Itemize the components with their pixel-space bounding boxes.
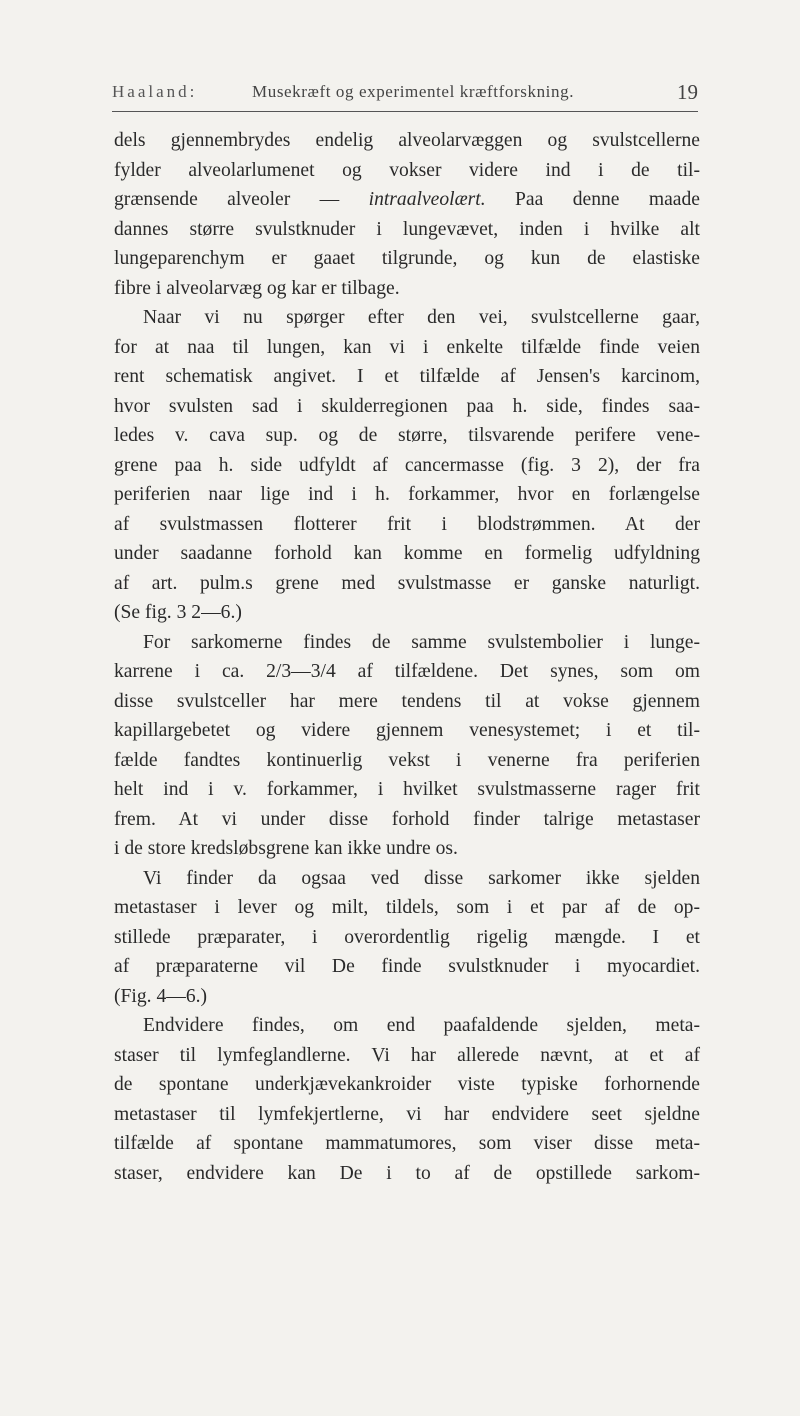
header-author: Haaland:: [112, 82, 198, 101]
text-line: stillede præparater, i overordentlig rigelig mængde. I et: [114, 926, 700, 948]
text-line: helt ind i v. forkammer, i hvilket svulstmasserne rager frit: [114, 779, 700, 800]
text-line: i de store kredsløbsgrene kan ikke undre os.: [114, 838, 458, 859]
header-rule: [112, 111, 698, 112]
text-line: tilfælde af spontane mammatumores, som viser disse meta-: [114, 1133, 700, 1154]
text-line: For sarkomerne findes de samme svulstembolier i lunge-: [143, 631, 700, 653]
text-line: grene paa h. side udfyldt af cancermasse (fig. 3 2), der fra: [114, 454, 700, 476]
text-segment: grænsende alveoler —: [114, 189, 369, 210]
text-line: dannes større svulstknuder i lungevævet, inden i hvilke alt: [114, 218, 700, 240]
text-line: hvor svulsten sad i skulderregionen paa h. side, findes saa-: [114, 395, 700, 417]
page-number: 19: [677, 80, 698, 104]
text-line: Naar vi nu spørger efter den vei, svulstcellerne gaar,: [143, 307, 700, 328]
text-line: de spontane underkjævekankroider viste typiske forhornende: [114, 1074, 700, 1095]
text-line: ledes v. cava sup. og de større, tilsvarende perifere vene-: [114, 425, 700, 446]
text-line: metastaser til lymfekjertlerne, vi har endvidere seet sjeldne: [114, 1103, 700, 1125]
text-line: periferien naar lige ind i h. forkammer, hvor en forlængelse: [114, 484, 700, 505]
text-line: for at naa til lungen, kan vi i enkelte tilfælde finde veien: [114, 336, 700, 358]
text-line: metastaser i lever og milt, tildels, som i et par af de op-: [114, 897, 700, 918]
text-line: dels gjennembrydes endelig alveolarvæggen og svulstcellerne: [114, 130, 700, 151]
text-line: Vi finder da ogsaa ved disse sarkomer ikke sjelden: [143, 867, 700, 889]
text-line: lungeparenchym er gaaet tilgrunde, og kun de elastiske: [114, 248, 700, 269]
text-line: rent schematisk angivet. I et tilfælde af Jensen's karcinom,: [114, 366, 700, 387]
text-line: fælde fandtes kontinuerlig vekst i venerne fra periferien: [114, 749, 700, 771]
text-line: fibre i alveolarvæg og kar er tilbage.: [114, 277, 400, 299]
text-line: af art. pulm.s grene med svulstmasse er ganske naturligt.: [114, 572, 700, 594]
text-line: disse svulstceller har mere tendens til at vokse gjennem: [114, 690, 700, 712]
header-title: Musekræft og experimentel kræftforskning.: [252, 82, 575, 101]
text-line: fylder alveolarlumenet og vokser videre ind i de til-: [114, 159, 700, 181]
text-line: staser, endvidere kan De i to af de opstillede sarkom-: [114, 1162, 700, 1184]
text-line: (Fig. 4—6.): [114, 985, 208, 1007]
text-line: kapillargebetet og videre gjennem venesystemet; i et til-: [114, 720, 700, 741]
text-line: (Se fig. 3 2—6.): [114, 602, 242, 623]
text-line: staser til lymfeglandlerne. Vi har allerede nævnt, at et af: [114, 1044, 700, 1066]
italic-term: intraalveolært.: [368, 189, 486, 210]
running-header: [112, 78, 698, 108]
text-line: under saadanne forhold kan komme en formelig udfyldning: [114, 543, 700, 564]
body-text: [114, 126, 700, 1188]
text-line: af svulstmassen flotterer frit i blodstrømmen. At der: [114, 513, 700, 535]
text-line: frem. At vi under disse forhold finder talrige metastaser: [114, 808, 700, 830]
text-line: af præparaterne vil De finde svulstknuder i myocardiet.: [114, 956, 700, 977]
text-line: karrene i ca. 2/3—3/4 af tilfældene. Det synes, som om: [114, 661, 700, 682]
text-line: [114, 185, 700, 215]
text-line: Endvidere findes, om end paafaldende sjelden, meta-: [143, 1015, 700, 1036]
text-segment: Paa denne maade: [485, 189, 700, 210]
